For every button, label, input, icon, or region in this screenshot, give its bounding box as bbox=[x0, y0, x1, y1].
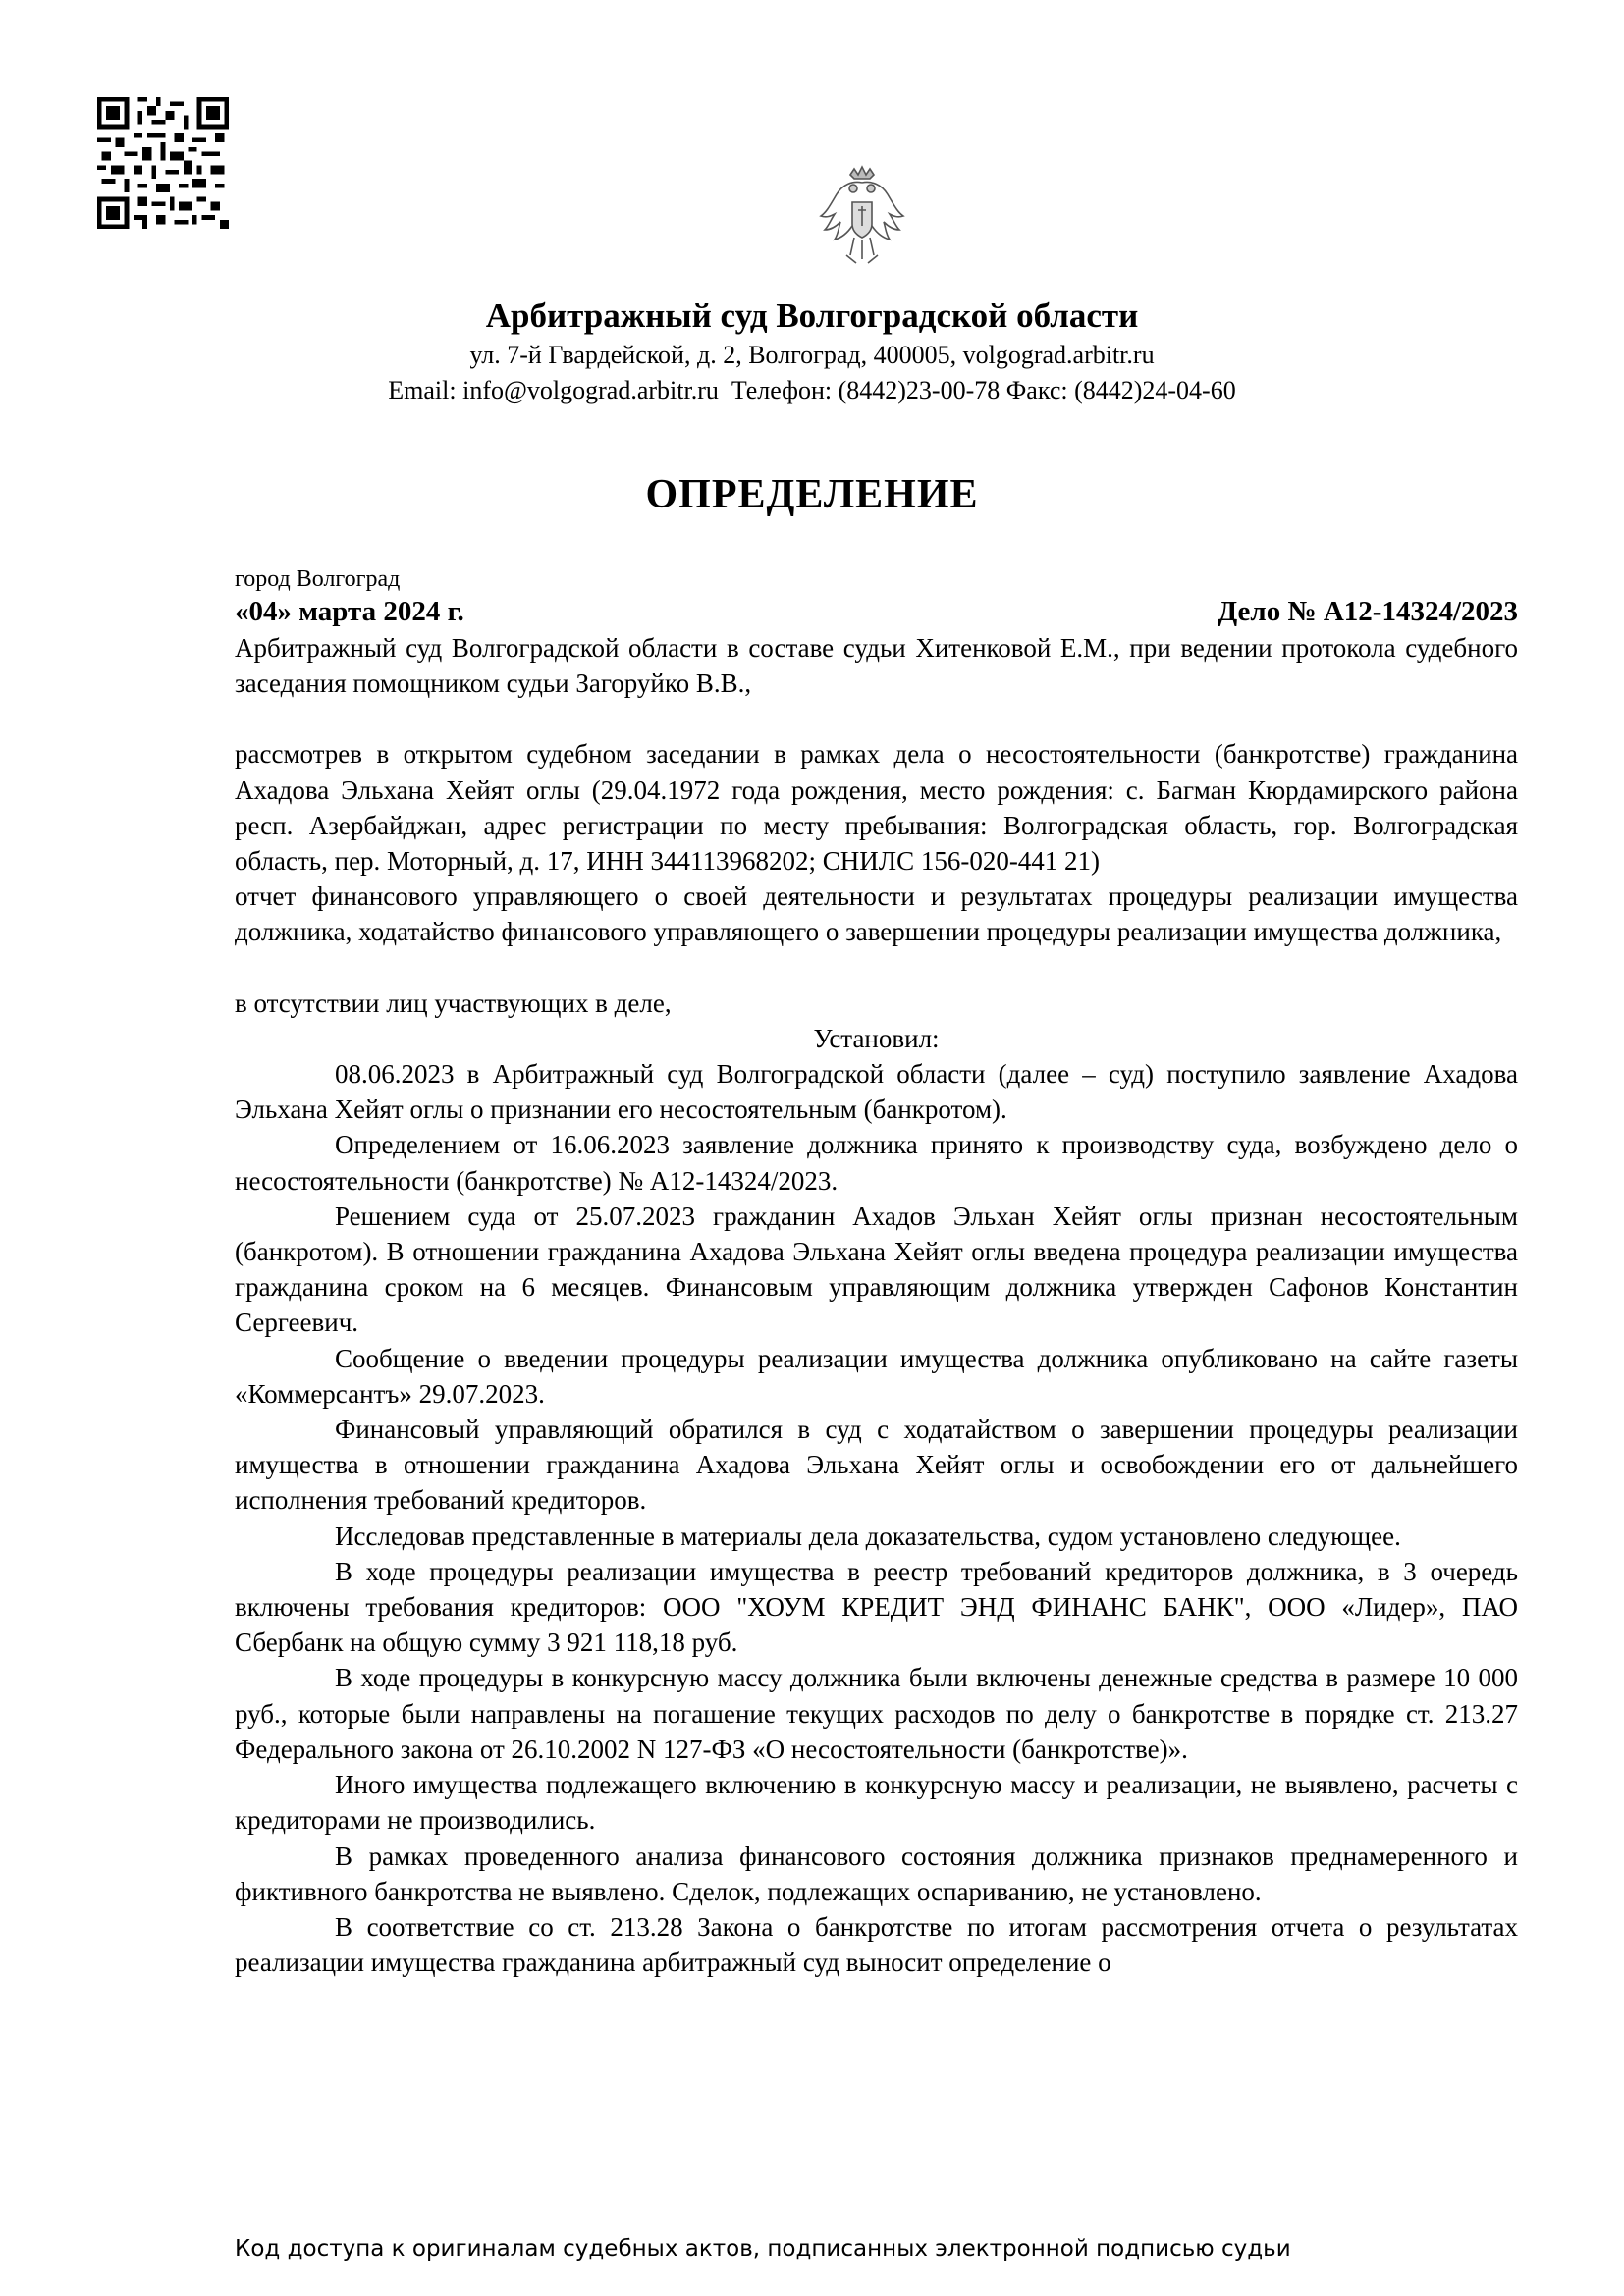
footer-access-code: Код доступа к оригиналам судебных актов, подписанных электронной подписью судьи bbox=[235, 2236, 1291, 2262]
paragraph-absence: в отсутствии лиц участвующих в деле, bbox=[235, 988, 672, 1018]
court-name: Арбитражный суд Волгоградской области bbox=[485, 296, 1139, 335]
court-contacts: Email: info@volgograd.arbitr.ru Телефон: (8442)23-00-78 Факс: (8442)24-04-60 bbox=[388, 376, 1236, 404]
court-address: ул. 7-й Гвардейской, д. 2, Волгоград, 400005, volgograd.arbitr.ru bbox=[469, 341, 1155, 369]
paragraph-analysis: В рамках проведенного анализа финансового состояния должника признаков преднамеренного и фиктивного банкротства не выявлено. Сделок, подлежащих оспариванию, не установлено. bbox=[235, 1841, 1518, 1906]
coat-of-arms-icon bbox=[812, 161, 912, 279]
document-body bbox=[235, 630, 1518, 1980]
paragraph-ruling-accepted: Определением от 16.06.2023 заявление должника принято к производству суда, возбуждено дело о несостоятельности (банкротстве) № А12-14324/2023. bbox=[235, 1130, 1518, 1196]
paragraph-court-composition: Арбитражный суд Волгоградской области в составе судьи Хитенковой Е.М., при ведении протокола судебного заседания помощником судьи Загоруйко В.В., bbox=[235, 633, 1518, 699]
date-case-row bbox=[235, 593, 1518, 630]
paragraph-publication: Сообщение о введении процедуры реализации имущества должника опубликовано на сайте газеты «Коммерсантъ» 29.07.2023. bbox=[235, 1343, 1518, 1409]
paragraph-case-details: рассмотрев в открытом судебном заседании в рамках дела о несостоятельности (банкротстве) гражданина Ахадова Эльхана Хейят оглы (29.04.1972 года рождения, место рождения: с. Багман Кюрдамирского района респ. Азербайджан, адрес регистрации по месту пребывания: Волгоградская область, гор. Волгоградская область, пер. Моторный, д. 17, ИНН 344113968202; СНИЛС 156-020-441 21) bbox=[235, 739, 1518, 877]
paragraph-law-reference: В соответствие со ст. 213.28 Закона о банкротстве по итогам рассмотрения отчета о результатах реализации имущества гражданина арбитражный суд выносит определение о bbox=[235, 1911, 1518, 1978]
document-title: ОПРЕДЕЛЕНИЕ bbox=[645, 472, 979, 517]
paragraph-evidence: Исследовав представленные в материалы дела доказательства, судом установлено следующее. bbox=[335, 1521, 1401, 1551]
document-date: «04» марта 2024 г. bbox=[235, 596, 464, 627]
paragraph-report: отчет финансового управляющего о своей деятельности и результатах процедуры реализации имущества должника, ходатайство финансового управляющего о завершении процедуры реализации имущества должника, bbox=[235, 881, 1518, 947]
paragraph-application: 08.06.2023 в Арбитражный суд Волгоградской области (далее – суд) поступило заявление Ахадова Эльхана Хейят оглы о признании его несостоятельным (банкротом). bbox=[235, 1059, 1518, 1125]
paragraph-petition: Финансовый управляющий обратился в суд с ходатайством о завершении процедуры реализации имущества в отношении гражданина Ахадова Эльхана Хейят оглы и освобождении его от дальнейшего исполнения требований кредиторов. bbox=[235, 1415, 1518, 1516]
case-number: Дело № А12-14324/2023 bbox=[1218, 596, 1518, 627]
paragraph-decision: Решением суда от 25.07.2023 гражданин Ахадов Эльхан Хейят оглы признан несостоятельным (банкротом). В отношении гражданина Ахадова Эльхана Хейят оглы введена процедура реализации имущества гражданина сроком на 6 месяцев. Финансовым управляющим должника утвержден Сафонов Константин Сергеевич. bbox=[235, 1201, 1518, 1338]
paragraph-other-property: Иного имущества подлежащего включению в конкурсную массу и реализации, не выявлено, расчеты с кредиторами не производились. bbox=[235, 1770, 1518, 1836]
section-established: Установил: bbox=[813, 1023, 940, 1053]
qr-code-icon bbox=[97, 97, 229, 229]
city: город Волгоград bbox=[235, 566, 401, 592]
paragraph-creditors: В ходе процедуры реализации имущества в реестр требований кредиторов должника, в 3 очередь включены требования кредиторов: ООО "ХОУМ КРЕДИТ ЭНД ФИНАНС БАНК", ООО «Лидер», ПАО Сбербанк на общую сумму 3 921 118,18 руб. bbox=[235, 1556, 1518, 1658]
paragraph-funds: В ходе процедуры в конкурсную массу должника были включены денежные средства в размере 10 000 руб., которые были направлены на погашение текущих расходов по делу о банкротстве в порядке ст. 213.27 Федерального закона от 26.10.2002 N 127-ФЗ «О несостоятельности (банкротстве)». bbox=[235, 1663, 1518, 1764]
